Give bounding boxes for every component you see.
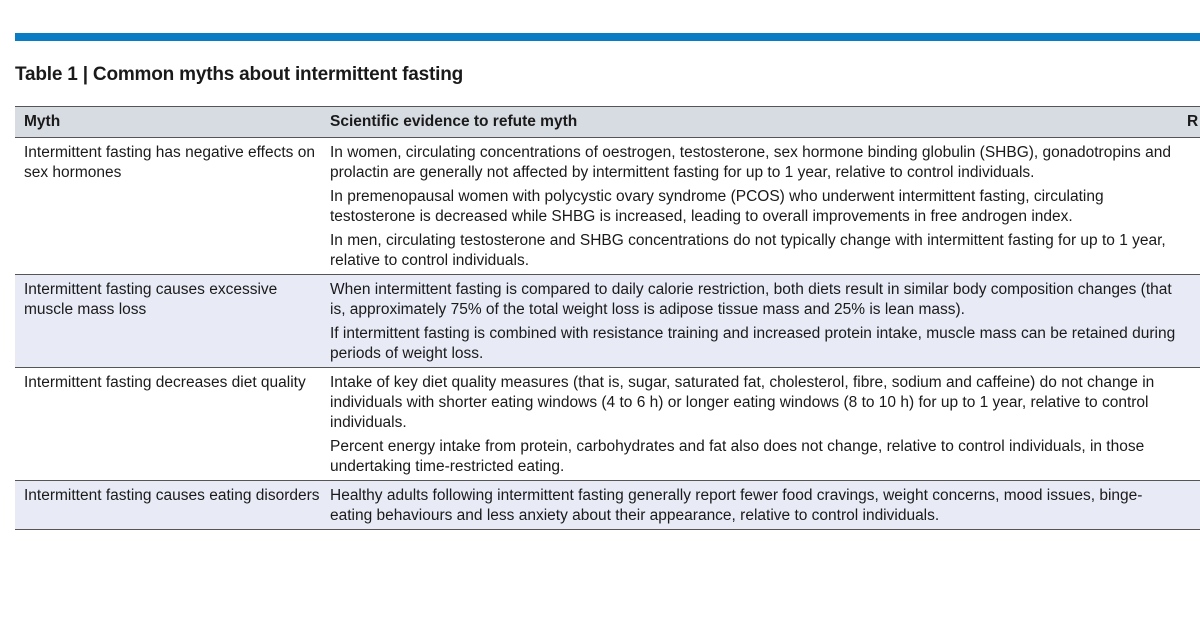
column-header-evidence: Scientific evidence to refute myth bbox=[330, 113, 578, 130]
column-header-truncated: R bbox=[1187, 113, 1199, 130]
evidence-paragraph: If intermittent fasting is combined with resistance training and increased protein intake, muscle mass can be retained during periods of weight loss. bbox=[330, 325, 1176, 362]
truncated-cell bbox=[1178, 275, 1200, 368]
evidence-paragraph: Healthy adults following intermittent fasting generally report fewer food cravings, weight concerns, mood issues, binge-eating behaviours and less anxiety about their appearance, relative to control individuals. bbox=[330, 487, 1143, 524]
myths-table bbox=[15, 106, 1200, 530]
table-title: Table 1 | Common myths about intermittent fasting bbox=[15, 64, 464, 85]
evidence-cell bbox=[321, 275, 1178, 368]
myth-cell: Intermittent fasting causes eating disorders bbox=[24, 487, 320, 504]
truncated-cell bbox=[1178, 368, 1200, 481]
evidence-paragraph: In women, circulating concentrations of oestrogen, testosterone, sex hormone binding globulin (SHBG), gonadotropins and prolactin are generally not affected by intermittent fasting for up to 1 year, relative to control individuals. bbox=[330, 144, 1171, 181]
evidence-cell bbox=[321, 368, 1178, 481]
evidence-cell bbox=[321, 138, 1178, 275]
truncated-cell bbox=[1178, 481, 1200, 530]
table-row bbox=[15, 481, 1200, 530]
myth-cell: Intermittent fasting causes excessive muscle mass loss bbox=[24, 281, 278, 318]
evidence-paragraph: In premenopausal women with polycystic ovary syndrome (PCOS) who underwent intermittent fasting, circulating testosterone is decreased while SHBG is increased, leading to overall improvements in free androgen index. bbox=[330, 188, 1104, 225]
table-row bbox=[15, 368, 1200, 481]
table-header-row bbox=[15, 107, 1200, 138]
evidence-paragraph: Intake of key diet quality measures (that is, sugar, saturated fat, cholesterol, fibre, sodium and caffeine) do not change in individuals with shorter eating windows (4 to 6 h) or longer eating windows (8 to 10 h) for up to 1 year, relative to control individuals. bbox=[330, 374, 1155, 431]
table-row bbox=[15, 138, 1200, 275]
evidence-paragraph: In men, circulating testosterone and SHBG concentrations do not typically change with intermittent fasting for up to 1 year, relative to control individuals. bbox=[330, 232, 1166, 269]
evidence-paragraph: When intermittent fasting is compared to daily calorie restriction, both diets result in similar body composition changes (that is, approximately 75% of the total weight loss is adipose tissue mass and 25% is lean mass). bbox=[330, 281, 1172, 318]
evidence-paragraph: Percent energy intake from protein, carbohydrates and fat also does not change, relative to control individuals, in those undertaking time-restricted eating. bbox=[330, 438, 1145, 475]
myth-cell: Intermittent fasting decreases diet quality bbox=[24, 374, 306, 391]
evidence-cell bbox=[321, 481, 1178, 530]
truncated-cell bbox=[1178, 138, 1200, 275]
myth-cell: Intermittent fasting has negative effects on sex hormones bbox=[24, 144, 315, 181]
table-row bbox=[15, 275, 1200, 368]
accent-bar bbox=[15, 33, 1200, 41]
table-container bbox=[15, 106, 1200, 530]
column-header-myth: Myth bbox=[24, 113, 61, 130]
